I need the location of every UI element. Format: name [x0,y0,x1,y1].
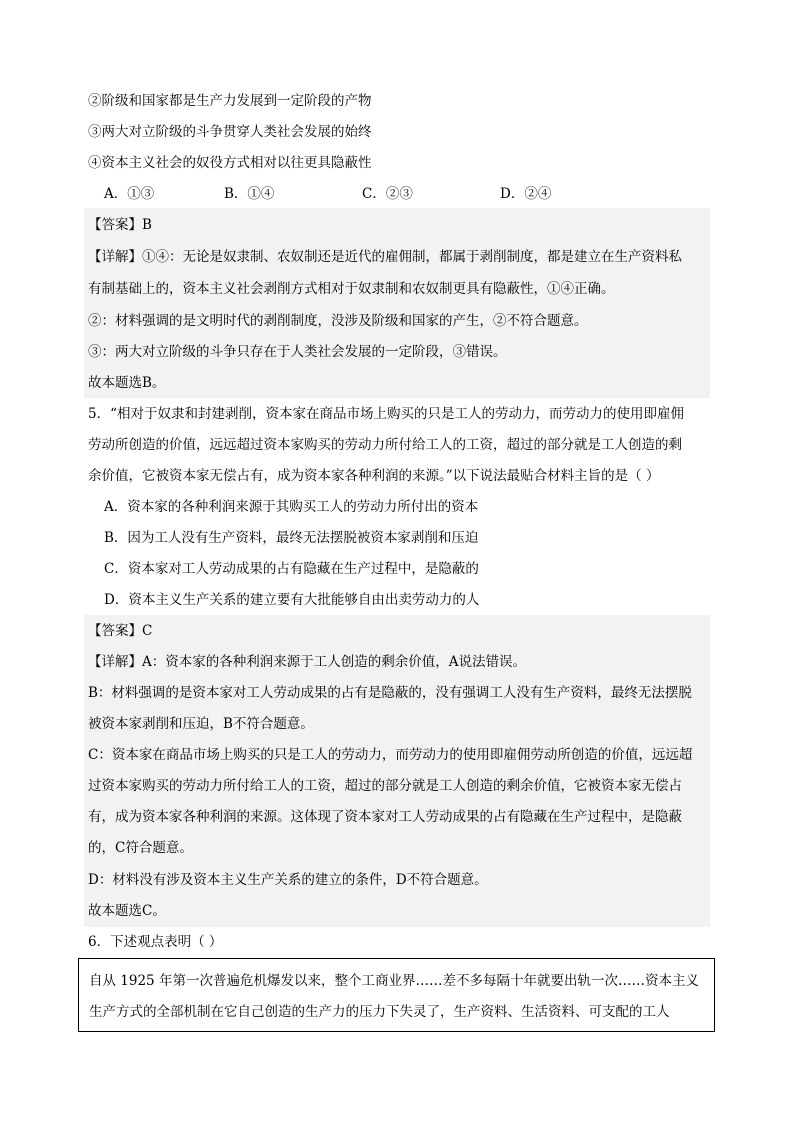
q4-choice-d: D．②④ [500,186,552,202]
q4-explain-line: 【详解】①④：无论是奴隶制、农奴制还是近代的雇佣制，都属于剥削制度，都是建立在生产资料私 [88,249,682,265]
q4-answer: 【答案】B [88,217,152,233]
q5-option-c: C．资本家对工人劳动成果的占有隐藏在生产过程中，是隐蔽的 [104,561,479,577]
q4-statement-4: ④资本主义社会的奴役方式相对以往更具隐蔽性 [88,155,372,171]
q5-answer: 【答案】C [88,623,153,639]
q5-explain-line: 过资本家购买的劳动力所付给工人的工资，超过的部分就是工人创造的剩余价值，它被资本家无偿占 [88,778,682,794]
q4-explain-line: ③：两大对立阶级的斗争只存在于人类社会发展的一定阶段，③错误。 [88,344,507,360]
q5-explain-line: 有，成为资本家各种利润的来源。这体现了资本家对工人劳动成果的占有隐藏在生产过程中，是隐蔽 [88,809,682,825]
q4-explain-line: 故本题选B。 [88,375,166,391]
q6-stem: 6．下述观点表明（ ） [88,934,223,950]
q4-answer-panel [84,208,710,398]
q4-choice-b: B．①④ [224,186,275,202]
q4-explain-line: ②：材料强调的是文明时代的剥削制度，没涉及阶级和国家的产生，②不符合题意。 [88,313,588,329]
q5-explain-line: B：材料强调的是资本家对工人劳动成果的占有是隐蔽的，没有强调工人没有生产资料，最终无法摆脱 [88,685,692,701]
q5-stem-line: 5．“相对于奴隶和封建剥削，资本家在商品市场上购买的只是工人的劳动力，而劳动力的使用即雇佣 [88,406,684,422]
q5-option-a: A．资本家的各种利润来源于其购买工人的劳动力所付出的资本 [104,499,479,515]
q5-explain-line: D：材料没有涉及资本主义生产关系的建立的条件，D不符合题意。 [88,872,488,888]
q4-explain-line: 有制基础上的，资本主义社会剥削方式相对于奴隶制和农奴制更具有隐蔽性，①④正确。 [88,281,615,297]
q5-explain-line: 故本题选C。 [88,903,166,919]
q5-option-b: B．因为工人没有生产资料，最终无法摆脱被资本家剥削和压迫 [104,530,479,546]
q5-stem-line: 余价值，它被资本家无偿占有，成为资本家各种利润的来源。”以下说法最贴合材料主旨的是（ ） [88,468,660,484]
q5-explain-line: C：资本家在商品市场上购买的只是工人的劳动力，而劳动力的使用即雇佣劳动所创造的价值，远远超 [88,747,693,763]
q4-statement-3: ③两大对立阶级的斗争贯穿人类社会发展的始终 [88,124,372,140]
q4-choice-c: C．②③ [362,186,413,202]
q6-material-line: 生产方式的全部机制在它自己创造的生产力的压力下失灵了，生产资料、生活资料、可支配的工人 [89,1004,670,1020]
q5-explain-line: 被资本家剥削和压迫，B不符合题意。 [88,716,314,732]
q6-material-box [78,958,715,1032]
q5-explain-line: 的，C符合题意。 [88,840,193,856]
q5-option-d: D．资本主义生产关系的建立要有大批能够自由出卖劳动力的人 [104,592,480,608]
q4-choice-a: A．①③ [104,186,155,202]
q5-explain-line: 【详解】A：资本家的各种利润来源于工人创造的剩余价值，A说法错误。 [88,654,526,670]
q5-stem-line: 劳动所创造的价值，远远超过资本家购买的劳动力所付给工人的工资，超过的部分就是工人创造的剩 [88,437,682,453]
q4-statement-2: ②阶级和国家都是生产力发展到一定阶段的产物 [88,93,372,109]
q6-material-line: 自从 1925 年第一次普遍危机爆发以来，整个工商业界……差不多每隔十年就要出轨一次……资本主义 [89,973,699,989]
